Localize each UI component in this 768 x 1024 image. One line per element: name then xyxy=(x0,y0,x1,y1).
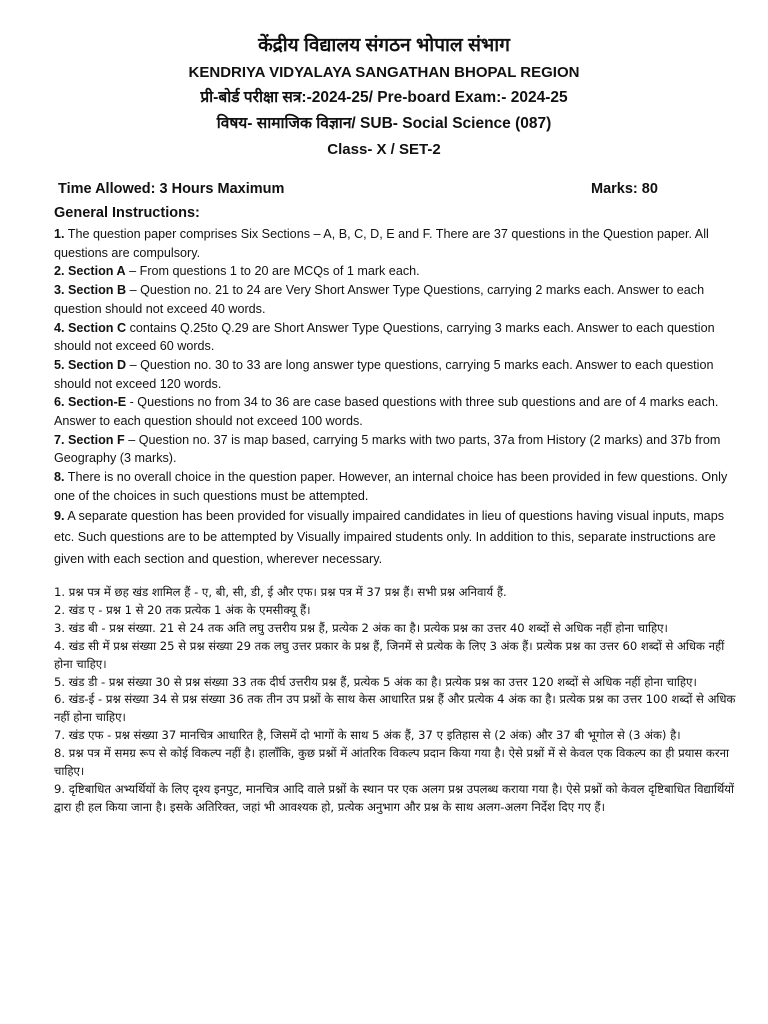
instructions-heading: General Instructions: xyxy=(54,205,200,221)
instruction-item: 5. Section D – Question no. 30 to 33 are long answer type questions, carrying 5 marks each. Answer to each question should not exceed 120 words. xyxy=(54,357,714,391)
instruction-item: 4. Section C contains Q.25to Q.29 are Short Answer Type Questions, carrying 3 marks each. Answer to each question should not exceed 60 words. xyxy=(54,320,715,354)
instruction-item: 9. A separate question has been provided for visually impaired candidates in lieu of questions having visual inputs, maps etc. Such questions are to be attempted by Visually impaired students only. In addition to this, separate instructions are given with each section and question, wherever necessary. xyxy=(54,508,724,566)
instruction-item: 3. Section B – Question no. 21 to 24 are Very Short Answer Type Questions, carrying 2 marks each. Answer to each question should not exceed 40 words. xyxy=(54,283,705,316)
hindi-instruction-item: 2. खंड ए - प्रश्न 1 से 20 तक प्रत्येक 1 अंक के एमसीक्यू हैं। xyxy=(54,602,311,617)
hindi-instructions xyxy=(54,584,744,817)
hindi-instruction-item: 1. प्रश्न पत्र में छह खंड शामिल हैं - ए, बी, सी, डी, ई और एफ। प्रश्न पत्र में 37 प्रश्न हैं। सभी प्रश्न अनिवार्य हैं. xyxy=(54,585,507,599)
instruction-item: 1. The question paper comprises Six Sections – A, B, C, D, E and F. There are 37 questions in the Question paper. All questions are compulsory. xyxy=(54,227,709,260)
hindi-instruction-item: 5. खंड डी - प्रश्न संख्या 30 से प्रश्न संख्या 33 तक दीर्घ उत्तरीय प्रश्न हैं, प्रत्येक 5 अंक का है। प्रत्येक प्रश्न का उत्तर 120 शब्दों से अधिक नहीं होना चाहिए। xyxy=(54,674,697,689)
hindi-instruction-item: 3. खंड बी - प्रश्न संख्या. 21 से 24 तक अति लघु उत्तरीय प्रश्न हैं, प्रत्येक 2 अंक का है। प्रत्येक प्रश्न का उत्तर 40 शब्दों से अधिक नहीं होना चाहिए। xyxy=(54,620,668,635)
school-name-hindi: केंद्रीय विद्यालय संगठन भोपाल संभाग xyxy=(258,35,510,56)
instruction-item: 7. Section F – Question no. 37 is map based, carrying 5 marks with two parts, 37a from History (2 marks) and 37b from Geography (3 marks). xyxy=(54,432,721,466)
english-instructions xyxy=(54,225,744,570)
hindi-instruction-item: 8. प्रश्न पत्र में समग्र रूप से कोई विकल्प नहीं है। हालाँकि, कुछ प्रश्नों में आंतरिक विकल्प प्रदान किया गया है। ऐसे प्रश्नों में से केवल एक विकल्प का ही प्रयास करना चाहिए। xyxy=(54,746,730,779)
hindi-instruction-item: 9. दृष्टिबाधित अभ्यर्थियों के लिए दृश्य इनपुट, मानचित्र आदि वाले प्रश्नों के स्थान पर एक अलग प्रश्न उपलब्ध कराया गया है। ऐसे प्रश्नों को केवल दृष्टिबाधित विद्यार्थियों द्वारा ही हल किया जाना है। इसके अतिरिक्त, जहां भी आवश्यक हो, प्रत्येक अनुभाग और प्रश्न के साथ अलग-अलग निर्देश दिए गए हैं। xyxy=(54,781,735,814)
hindi-instruction-item: 4. खंड सी में प्रश्न संख्या 25 से प्रश्न संख्या 29 तक लघु उत्तर प्रकार के प्रश्न हैं, जिनमें से प्रत्येक के लिए 3 अंक हैं। प्रत्येक प्रश्न का उत्तर 60 शब्दों से अधिक नहीं होना चाहिए। xyxy=(54,638,725,671)
class-set: Class- X / SET-2 xyxy=(327,141,441,158)
exam-session: प्री-बोर्ड परीक्षा सत्र:-2024-25/ Pre-board Exam:- 2024-25 xyxy=(200,89,568,106)
subject-title: विषय- सामाजिक विज्ञान/ SUB- Social Science (087) xyxy=(216,115,552,132)
paper-header xyxy=(0,32,768,162)
time-marks-row xyxy=(58,181,698,201)
instruction-item: 2. Section A – From questions 1 to 20 are MCQs of 1 mark each. xyxy=(54,264,420,279)
instruction-item: 6. Section-E - Questions no from 34 to 36 are case based questions with three sub questions and are of 4 marks each. Answer to each question should not exceed 100 words. xyxy=(54,395,719,429)
time-allowed: Time Allowed: 3 Hours Maximum xyxy=(58,181,285,197)
hindi-instruction-item: 6. खंड-ई - प्रश्न संख्या 34 से प्रश्न संख्या 36 तक तीन उप प्रश्नों के साथ केस आधारित प्रश्न हैं और प्रत्येक 4 अंक का है। प्रत्येक प्रश्न का उत्तर 100 शब्दों से अधिक नहीं होना चाहिए। xyxy=(54,692,736,725)
hindi-instruction-item: 7. खंड एफ - प्रश्न संख्या 37 मानचित्र आधारित है, जिसमें दो भागों के साथ 5 अंक हैं, 37 ए इतिहास से (2 अंक) और 37 बी भूगोल से (3 अंक) है। xyxy=(54,728,681,743)
instruction-item: 8. There is no overall choice in the question paper. However, an internal choice has been provided in few questions. Only one of the choices in such questions must be attempted. xyxy=(54,470,728,503)
max-marks: Marks: 80 xyxy=(591,181,658,197)
school-name-english: KENDRIYA VIDYALAYA SANGATHAN BHOPAL REGION xyxy=(188,64,580,81)
